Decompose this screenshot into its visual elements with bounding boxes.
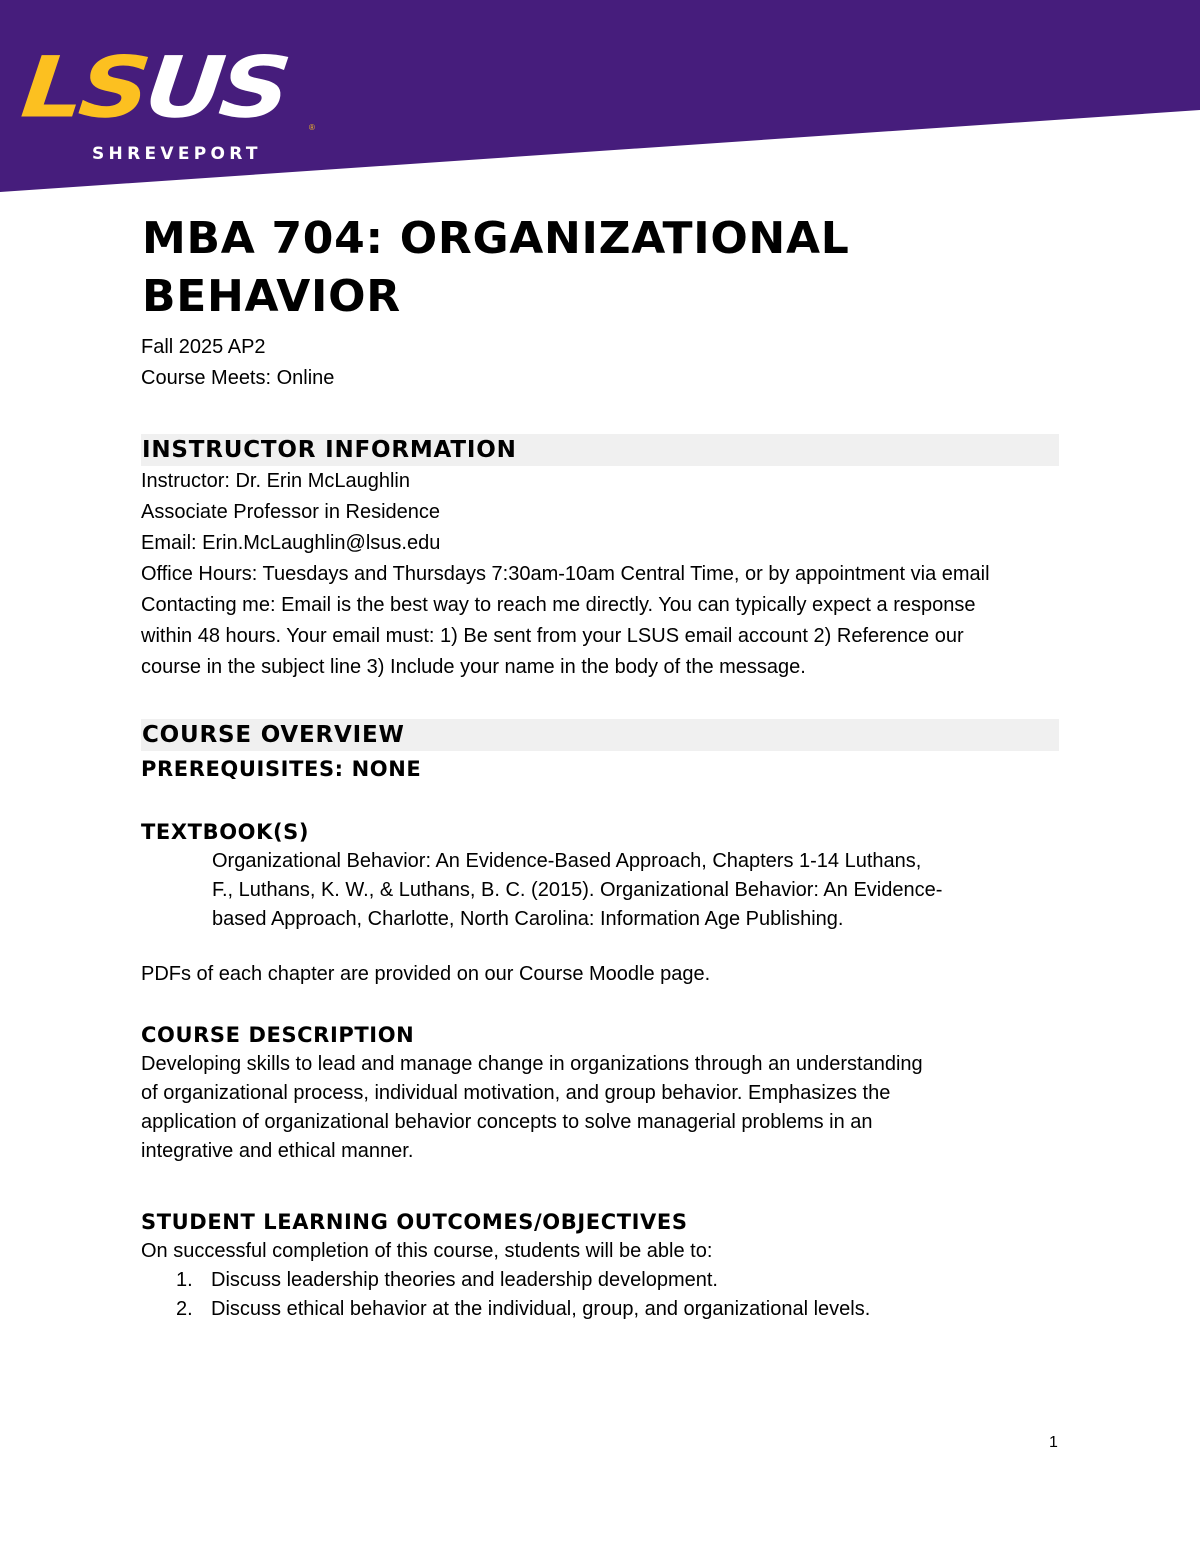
instructor-heading: INSTRUCTOR INFORMATION: [141, 434, 1059, 466]
contact-line-2: within 48 hours. Your email must: 1) Be sent from your LSUS email account 2) Reference our: [141, 625, 964, 647]
course-meets: Course Meets: Online: [141, 367, 335, 389]
textbook-citation: Organizational Behavior: An Evidence-Based Approach, Chapters 1-14 Luthans, F., Luthans, K. W., & Luthans, B. C. (2015). Organizational Behavior: An Evidence- based Approach, Charlotte, North Carolina: Information Age Publishing.: [212, 850, 943, 930]
course-description: Developing skills to lead and manage change in organizations through an understanding of organizational process, individual motivation, and group behavior. Emphasizes the application of organizational behavior concepts to solve managerial problems in an integrative and ethical manner.: [141, 1053, 923, 1162]
description-heading: COURSE DESCRIPTION: [141, 1023, 415, 1047]
textbook-heading: TEXTBOOK(S): [141, 820, 310, 844]
contact-line-1: Contacting me: Email is the best way to reach me directly. You can typically expect a response: [141, 594, 976, 616]
pdf-note: PDFs of each chapter are provided on our Course Moodle page.: [141, 963, 711, 985]
prerequisites-heading: PREREQUISITES: NONE: [141, 757, 422, 781]
course-term: Fall 2025 AP2: [141, 336, 266, 358]
list-item: 1. Discuss leadership theories and leadership development.: [176, 1269, 718, 1291]
instructor-rank: Associate Professor in Residence: [141, 501, 441, 523]
outcomes-list: [141, 1266, 1061, 1324]
instructor-name: Instructor: Dr. Erin McLaughlin: [141, 470, 410, 492]
page-number: 1: [1049, 1434, 1058, 1451]
logo-registered-mark: ®: [309, 123, 315, 132]
office-hours: Office Hours: Tuesdays and Thursdays 7:30am-10am Central Time, or by appointment via email: [141, 563, 990, 585]
outcomes-heading: STUDENT LEARNING OUTCOMES/OBJECTIVES: [141, 1210, 688, 1234]
outcomes-intro: On successful completion of this course, students will be able to:: [141, 1240, 713, 1262]
overview-heading: COURSE OVERVIEW: [141, 719, 1059, 751]
list-item: 2. Discuss ethical behavior at the individual, group, and organizational levels.: [176, 1298, 871, 1320]
syllabus-content: [141, 210, 1061, 1324]
contact-line-3: course in the subject line 3) Include your name in the body of the message.: [141, 656, 806, 678]
logo-wordmark: LSUS: [17, 39, 291, 138]
logo-shreveport: SHREVEPORT: [92, 144, 262, 164]
instructor-email[interactable]: Email: Erin.McLaughlin@lsus.edu: [141, 532, 441, 554]
course-title: MBA 704: ORGANIZATIONAL BEHAVIOR: [142, 213, 850, 322]
